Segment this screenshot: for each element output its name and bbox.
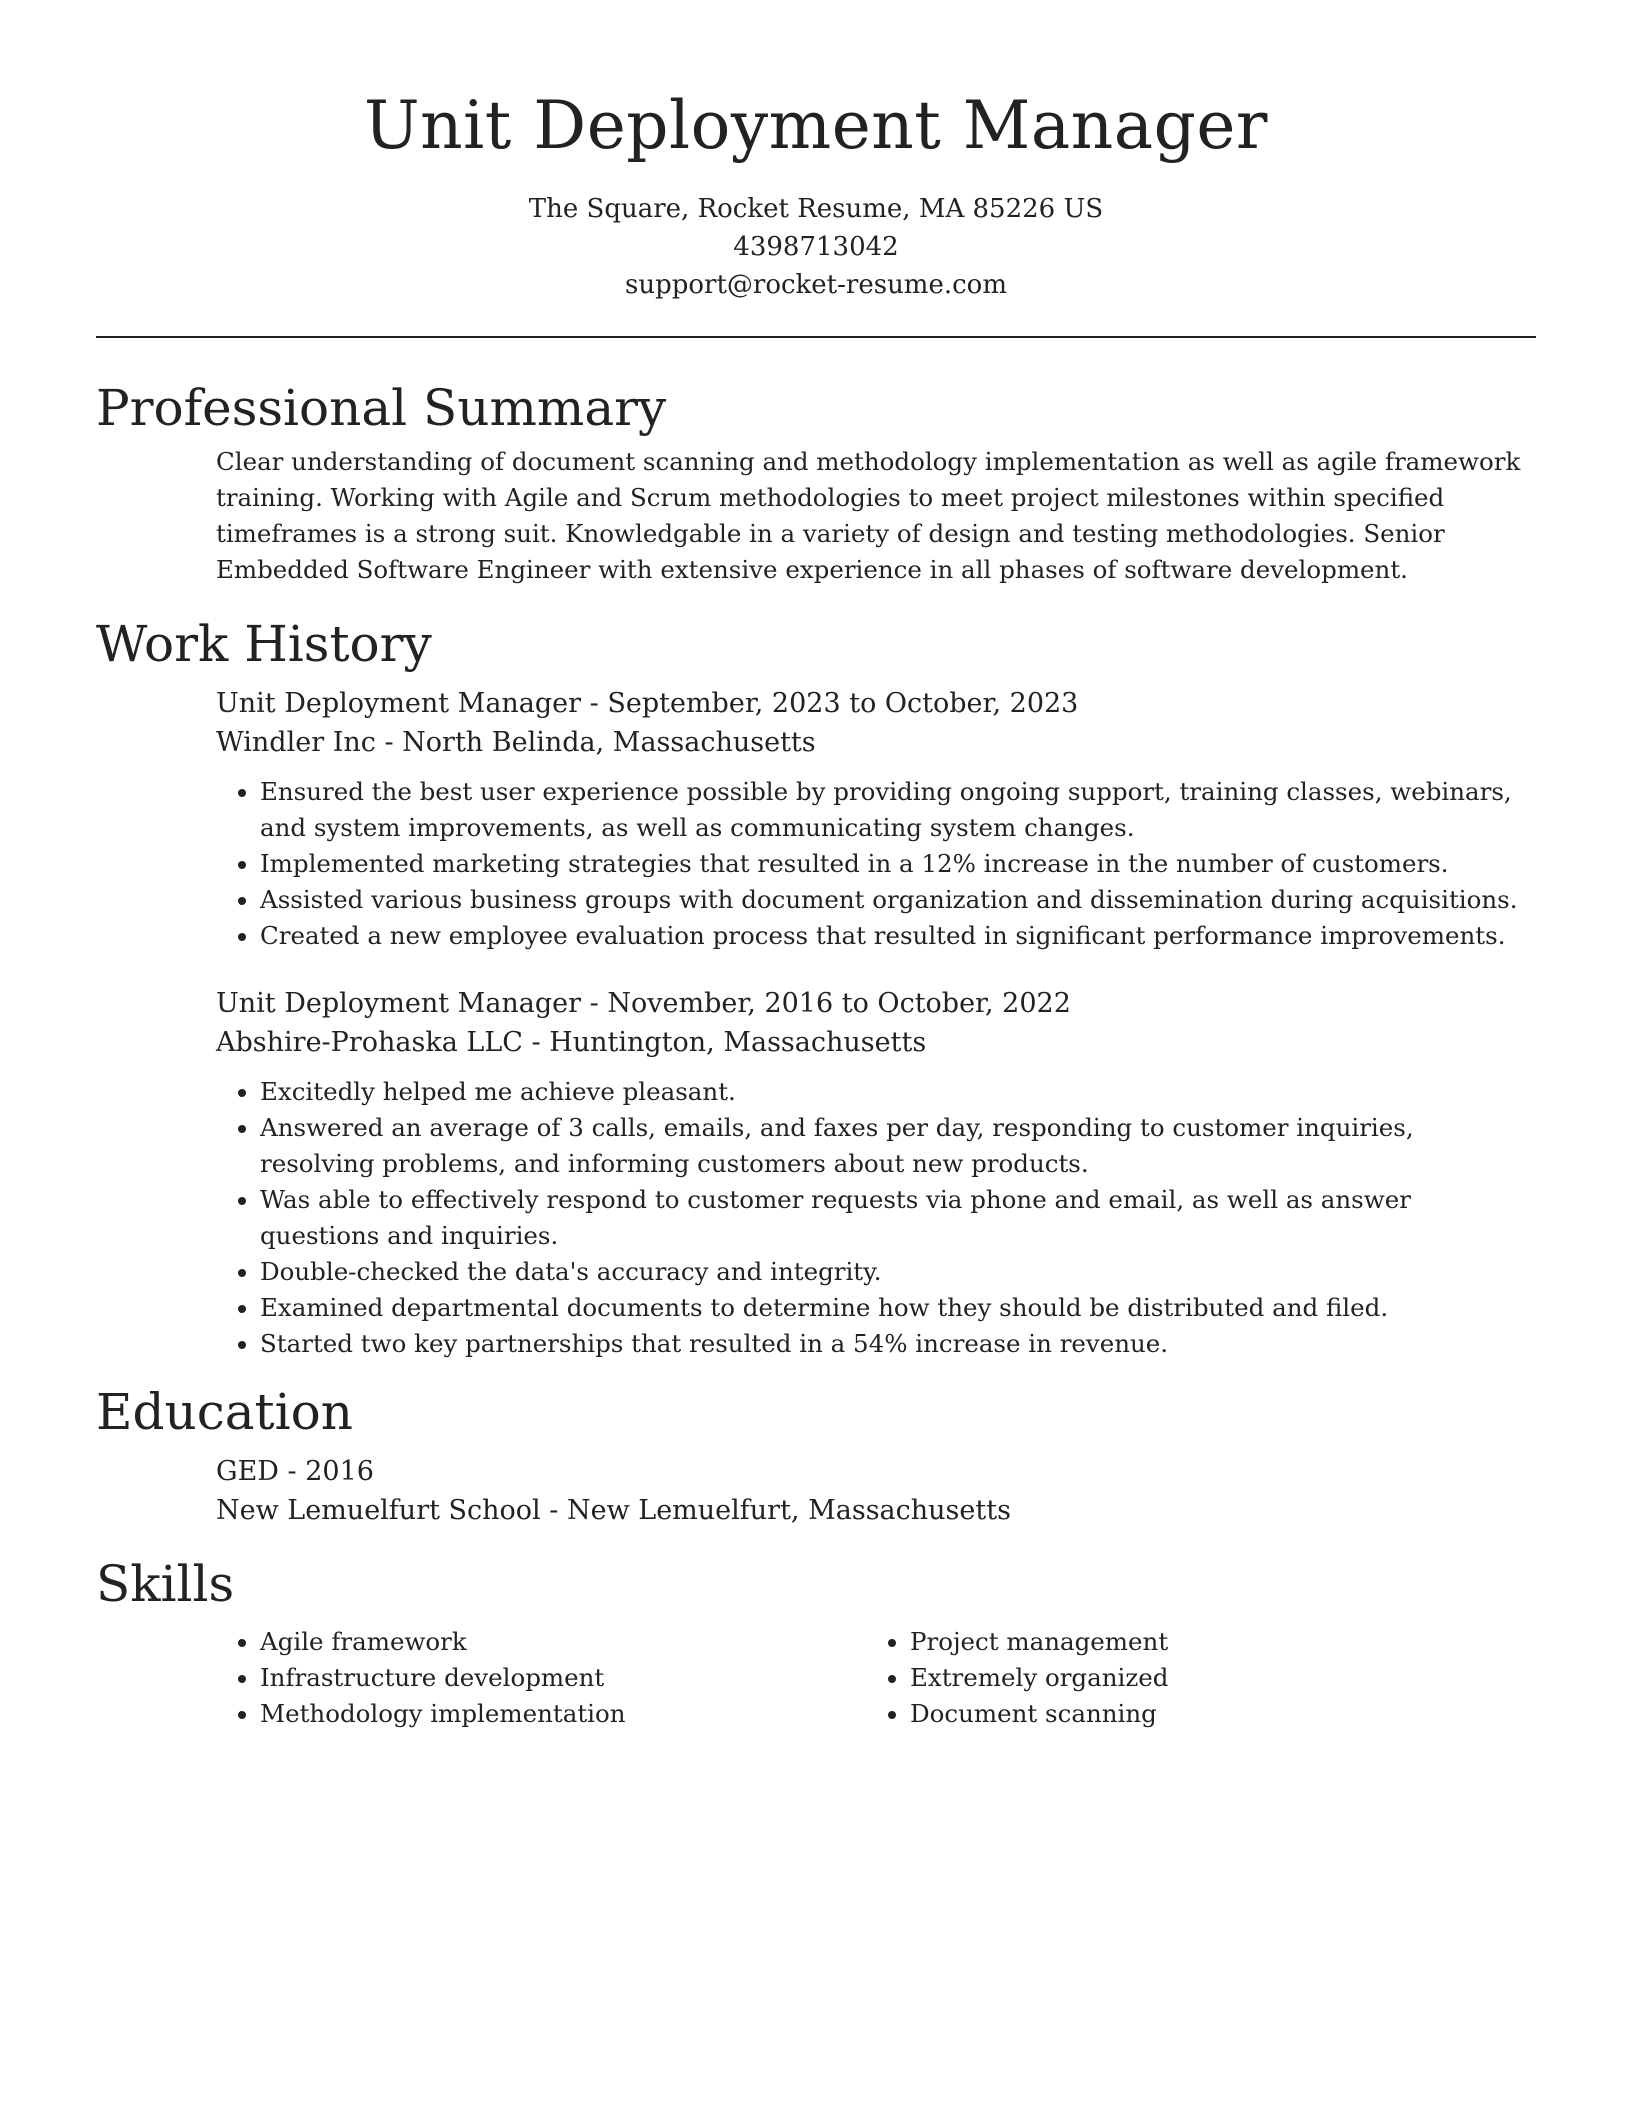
- education-section: [96, 1380, 1536, 1530]
- job-bullet: • Started two key partnerships that resulted in a 54% increase in revenue.: [260, 1326, 1526, 1362]
- contact-address: The Square, Rocket Resume, MA 85226 US: [528, 194, 1104, 224]
- job-company: Abshire-Prohaska LLC: [216, 1027, 523, 1058]
- job-dates: - September, 2023 to October, 2023: [581, 688, 1079, 719]
- job-company-line: [216, 1023, 1526, 1062]
- summary-section: [96, 376, 1536, 588]
- summary-text: Clear understanding of document scanning and methodology implementation as well as agile framework training. Working with Agile and Scrum methodologies to meet project milestones within specified timeframes is a strong suit. Knowledgable in a variety of design and testing methodologies. Senior Embedded Software Engineer with extensive experience in all phases of software development.: [216, 447, 1521, 584]
- skills-list: [216, 1624, 1526, 1732]
- job-bullet: • Answered an average of 3 calls, emails, and faxes per day, responding to customer inquiries, resolving problems, and informing customers about new products.: [260, 1110, 1526, 1182]
- header-divider: [96, 336, 1536, 338]
- skill-item: • Infrastructure development: [260, 1660, 866, 1696]
- work-history-section: [96, 612, 1536, 1362]
- job-dates: - November, 2016 to October, 2022: [581, 988, 1071, 1019]
- education-entry: [216, 1452, 1526, 1530]
- summary-heading: Professional Summary: [96, 379, 667, 437]
- work-history-heading: Work History: [96, 615, 432, 673]
- job-bullet: • Excitedly helped me achieve pleasant.: [260, 1074, 1526, 1110]
- job-bullet: • Implemented marketing strategies that resulted in a 12% increase in the number of customers.: [260, 846, 1526, 882]
- job-bullet: • Assisted various business groups with document organization and dissemination during acquisitions.: [260, 882, 1526, 918]
- skill-item: • Methodology implementation: [260, 1696, 866, 1732]
- job-entry: [216, 684, 1526, 954]
- education-degree-line: [216, 1452, 1526, 1491]
- skill-item: • Document scanning: [910, 1696, 1516, 1732]
- job-title-line: [216, 684, 1526, 723]
- contact-email: support@rocket-resume.com: [624, 270, 1007, 300]
- education-location: - New Lemuelfurt, Massachusetts: [540, 1495, 1011, 1526]
- skill-item: • Extremely organized: [910, 1660, 1516, 1696]
- job-location: - Huntington, Massachusetts: [522, 1027, 927, 1058]
- job-location: - North Belinda, Massachusetts: [375, 727, 816, 758]
- skills-column-left: [216, 1624, 866, 1732]
- job-bullet: • Double-checked the data's accuracy and integrity.: [260, 1254, 1526, 1290]
- job-bullets: [216, 1074, 1526, 1362]
- job-bullets: [216, 774, 1526, 954]
- education-heading: Education: [96, 1383, 353, 1441]
- skill-item: • Agile framework: [260, 1624, 866, 1660]
- education-school: New Lemuelfurt School: [216, 1495, 541, 1526]
- job-bullet: • Ensured the best user experience possible by providing ongoing support, training classes, webinars, and system improvements, as well as communicating system changes.: [260, 774, 1526, 846]
- job-bullet: • Was able to effectively respond to customer requests via phone and email, as well as answer questions and inquiries.: [260, 1182, 1526, 1254]
- resume-name: Unit Deployment Manager: [364, 87, 1268, 164]
- resume-header: [96, 78, 1536, 304]
- job-title: Unit Deployment Manager: [216, 688, 582, 719]
- skills-heading: Skills: [96, 1555, 235, 1613]
- education-year: - 2016: [278, 1456, 374, 1487]
- job-company: Windler Inc: [216, 727, 376, 758]
- contact-phone: 4398713042: [733, 232, 899, 262]
- job-bullet: • Examined departmental documents to determine how they should be distributed and filed.: [260, 1290, 1526, 1326]
- education-school-line: [216, 1491, 1526, 1530]
- skill-item: • Project management: [910, 1624, 1516, 1660]
- job-title-line: [216, 984, 1526, 1023]
- job-company-line: [216, 723, 1526, 762]
- education-degree: GED: [216, 1456, 279, 1487]
- job-title: Unit Deployment Manager: [216, 988, 582, 1019]
- skills-column-right: [866, 1624, 1516, 1732]
- job-bullet: • Created a new employee evaluation process that resulted in significant performance improvements.: [260, 918, 1526, 954]
- skills-section: [96, 1552, 1536, 1732]
- job-entry: [216, 984, 1526, 1362]
